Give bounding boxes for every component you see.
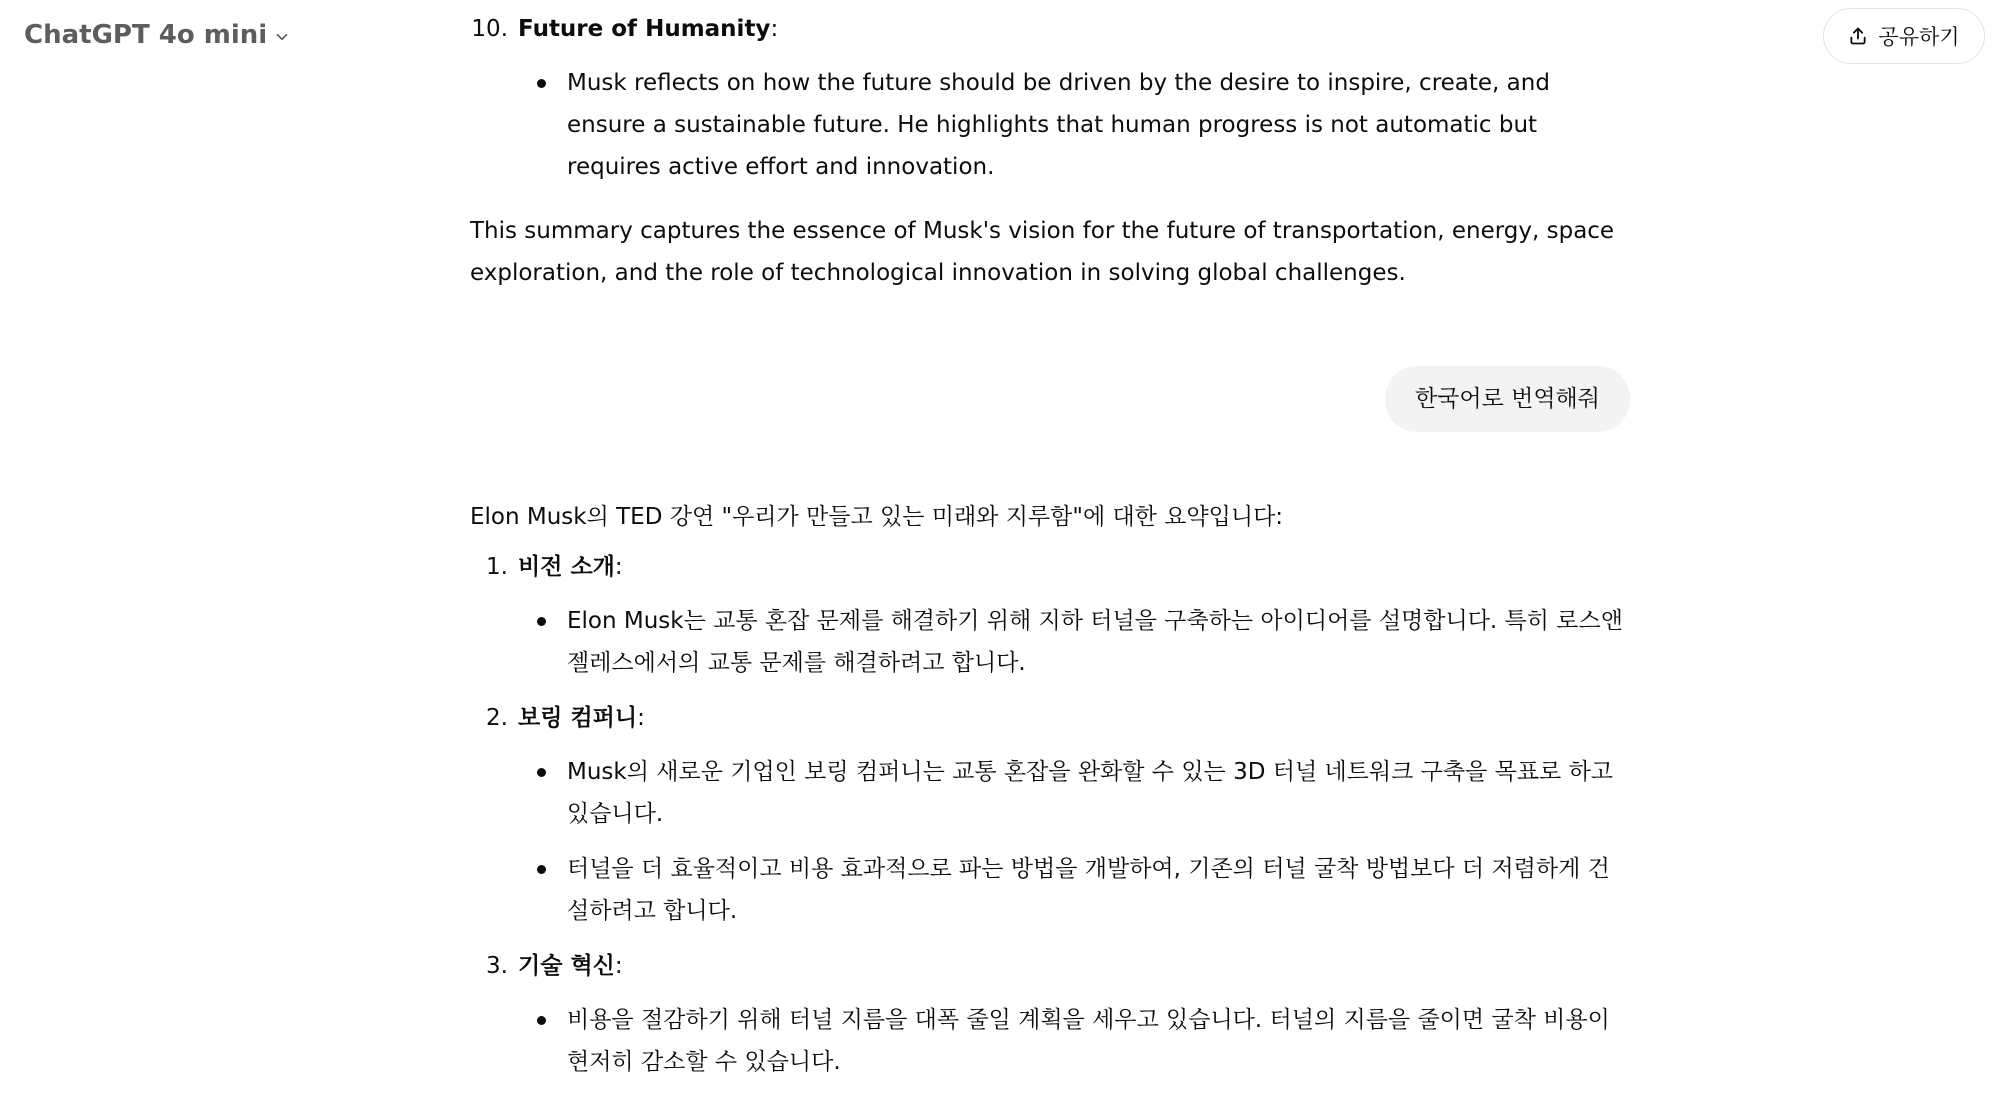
conversation	[470, 0, 1630, 1094]
bullet-list	[470, 600, 1630, 684]
user-message: 한국어로 번역해줘	[1385, 366, 1630, 432]
user-message-row	[470, 366, 1630, 432]
bullet-item: 비용을 절감하기 위해 터널 지름을 대폭 줄일 계획을 세우고 있습니다. 터널의 지름을 줄이면 굴착 비용이 현저히 감소할 수 있습니다.	[567, 999, 1630, 1083]
list-number: 3.	[486, 953, 508, 979]
summary-closing: This summary captures the essence of Musk's vision for the future of transportation, energy, space exploration, and the role of technological innovation in solving global challenges.	[470, 218, 1615, 286]
list-number: 2.	[486, 705, 508, 731]
bullet-list	[470, 62, 1630, 188]
bullet-item: Musk reflects on how the future should be driven by the desire to inspire, create, and ensure a sustainable future. He highlights that human progress is not automatic but requires active effort and innovation.	[567, 62, 1630, 188]
list-item-title: 기술 혁신	[518, 953, 615, 979]
answer-list-item: 2. 보링 컴퍼니:	[470, 697, 1630, 739]
answer-list-item: 1. 비전 소개:	[470, 546, 1630, 588]
answer-intro: Elon Musk의 TED 강연 "우리가 만들고 있는 미래와 지루함"에 대한 요약입니다:	[470, 504, 1284, 530]
answer-list-item: 3. 기술 혁신:	[470, 945, 1630, 987]
answer-list-item: 10. Future of Humanity:	[470, 8, 1630, 50]
share-button[interactable]	[1823, 8, 1985, 64]
list-item-title: Future of Humanity	[518, 16, 771, 42]
list-number: 10.	[471, 16, 508, 42]
list-number: 1.	[486, 554, 508, 580]
bullet-list	[470, 751, 1630, 932]
bullet-item: 터널을 더 효율적이고 비용 효과적으로 파는 방법을 개발하여, 기존의 터널 굴착 방법보다 더 저렴하게 건설하려고 합니다.	[567, 848, 1630, 932]
bullet-list	[470, 999, 1630, 1083]
share-label: 공유하기	[1878, 25, 1960, 49]
list-item-title: 비전 소개	[518, 554, 615, 580]
share-icon	[1848, 26, 1868, 46]
list-item-title: 보링 컴퍼니	[518, 705, 638, 731]
model-selector[interactable]	[12, 14, 303, 56]
model-name: ChatGPT 4o mini	[24, 20, 268, 50]
chevron-down-icon	[273, 28, 291, 46]
bullet-item: Elon Musk는 교통 혼잡 문제를 해결하기 위해 지하 터널을 구축하는 아이디어를 설명합니다. 특히 로스앤젤레스에서의 교통 문제를 해결하려고 합니다.	[567, 600, 1630, 684]
bullet-item: Musk의 새로운 기업인 보링 컴퍼니는 교통 혼잡을 완화할 수 있는 3D 터널 네트워크 구축을 목표로 하고 있습니다.	[567, 751, 1630, 835]
